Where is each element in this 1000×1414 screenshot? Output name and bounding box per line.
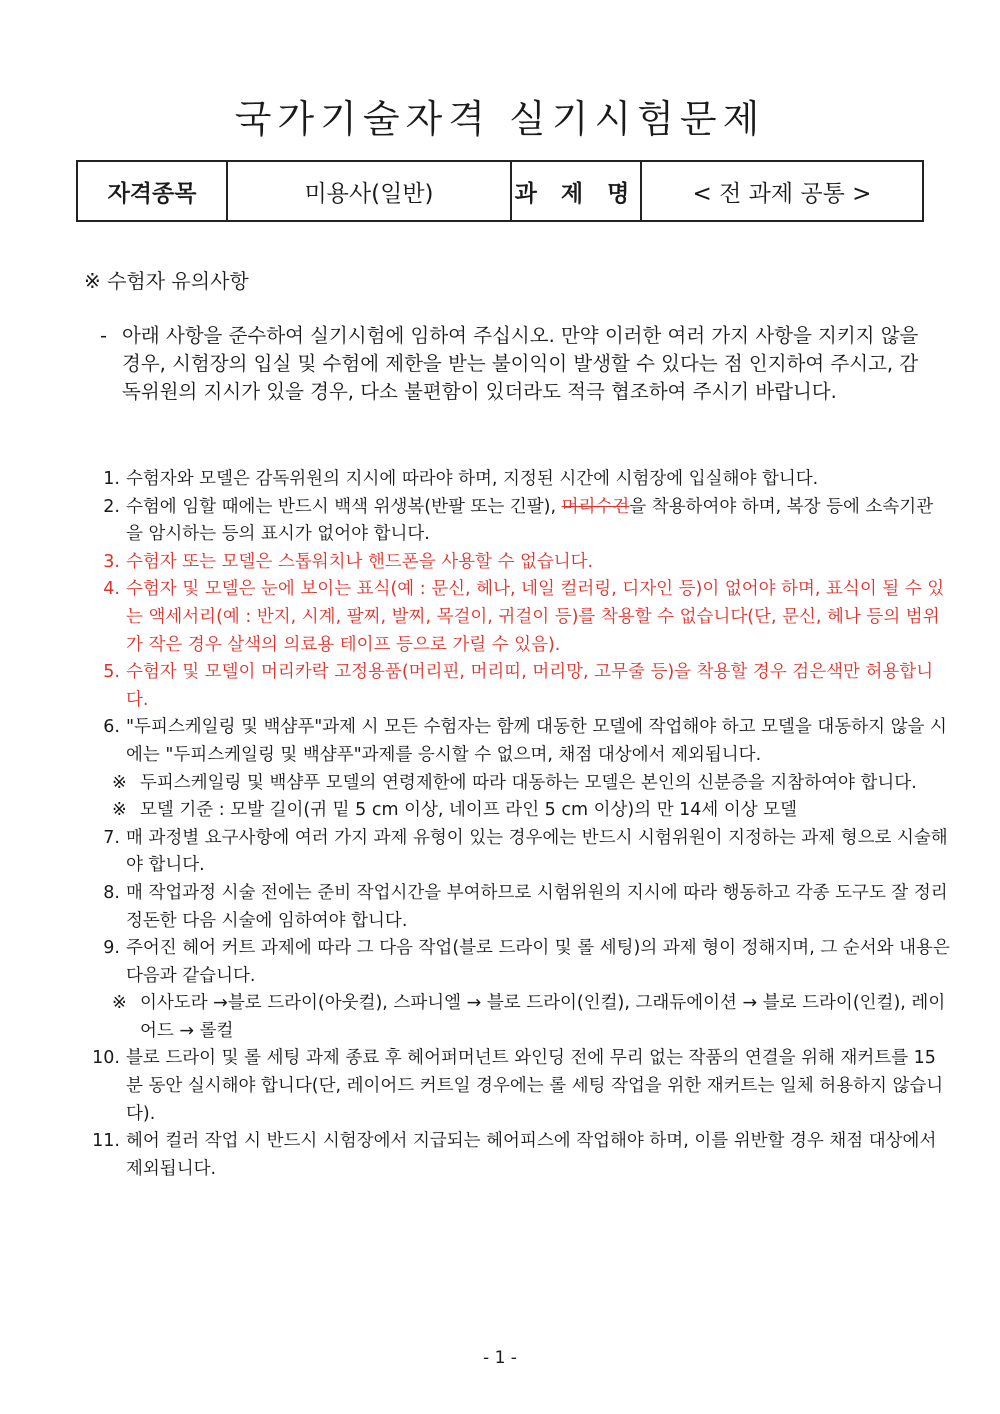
rule-6-note-1 [112,770,950,798]
rule-text: 매 과정별 요구사항에 여러 가지 과제 유형이 있는 경우에는 반드시 시험위원이 지정하는 과제 형으로 시술해야 합니다. [126,827,948,876]
rule-number: 3. [103,551,120,572]
rule-2 [80,494,950,549]
rule-text: 수험자 및 모델이 머리카락 고정용품(머리핀, 머리띠, 머리망, 고무줄 등)을 착용할 경우 검은색만 허용합니다. [126,662,934,710]
rule-number: 4. [103,579,120,600]
note-text: 모델 기준 : 모발 길이(귀 밑 5 cm 이상, 네이프 라인 5 cm 이상)의 만 14세 이상 모델 [140,800,798,821]
rule-text-part: 수험에 임할 때에는 반드시 백색 위생복(반팔 또는 긴팔), [126,496,562,517]
note-text: 이사도라 →블로 드라이(아웃컬), 스파니엘 → 블로 드라이(인컬), 그래듀에이션 → 블로 드라이(인컬), 레이어드 → 롤컬 [140,993,946,1041]
rule-number: 1. [103,469,120,489]
struck-text: 머리수건 [561,496,630,517]
note-mark: ※ [112,993,127,1014]
rule-9-note-1 [112,990,950,1045]
rule-text: 매 작업과정 시술 전에는 준비 작업시간을 부여하므로 시험위원의 지시에 따라 행동하고 각종 도구도 잘 정리 정돈한 다음 시술에 임하여야 합니다. [126,882,948,931]
task-label: 과 제 명 [511,161,641,221]
rule-text: 주어진 헤어 커트 과제에 따라 그 다음 작업(블로 드라이 및 롤 세팅)의 과제 형이 정해지며, 그 순서와 내용은 다음과 같습니다. [126,938,950,986]
note-mark: ※ [112,800,127,821]
rule-3 [80,549,950,577]
rule-11 [80,1128,950,1183]
rule-number: 9. [103,938,120,959]
notice-title: ※ 수험자 유의사항 [84,269,249,293]
rule-text: 블로 드라이 및 롤 세팅 과제 종료 후 헤어퍼머넌트 와인딩 전에 무리 없는 작품의 연결을 위해 재커트를 15분 동안 실시해야 합니다(단, 레이어드 커트일 경우에는 롤 세팅 작업을 위한 재커트는 일체 허용하지 않습니다). [126,1048,944,1124]
rule-9 [80,935,950,990]
rules-list [80,466,950,1183]
rule-number: 8. [103,882,120,903]
rule-text [126,494,950,549]
rule-number: 10. [92,1048,120,1069]
intro-text: 아래 사항을 준수하여 실기시험에 임하여 주십시오. 만약 이러한 여러 가지 사항을 지키지 않을 경우, 시험장의 입실 및 수험에 제한을 받는 불이익이 발생할 수 있다는 점 인지하여 주시고, 감독위원의 지시가 있을 경우, 다소 불편함이 있더라도 적극 협조하여 주시기 바랍니다. [122,324,919,403]
rule-text: 수험자와 모델은 감독위원의 지시에 따라야 하며, 지정된 시간에 시험장에 입실해야 합니다. [126,469,819,489]
rule-4 [80,576,950,659]
page-number: - 1 - [483,1348,517,1368]
note-text: 두피스케일링 및 백샴푸 모델의 연령제한에 따라 대동하는 모델은 본인의 신분증을 지참하여야 합니다. [140,772,917,793]
rule-number: 5. [103,662,120,683]
rule-number: 7. [103,827,120,848]
intro-dash: - [100,324,108,347]
field-label: 자격종목 [77,161,227,221]
rule-5 [80,659,950,714]
rule-number: 11. [92,1131,120,1152]
task-value: < 전 과제 공통 > [641,161,923,221]
rule-6 [80,714,950,769]
rule-text: "두피스케일링 및 백샴푸"과제 시 모든 수험자는 함께 대동한 모델에 작업해야 하고 모델을 대동하지 않을 시에는 "두피스케일링 및 백샴푸"과제를 응시할 수 없으며, 채점 대상에서 제외됩니다. [126,717,947,765]
rule-1 [80,466,950,494]
info-table [76,160,924,222]
rule-number: 2. [103,496,120,517]
rule-10 [80,1045,950,1128]
field-value: 미용사(일반) [227,161,511,221]
rule-7 [80,825,950,880]
rule-number: 6. [103,717,120,738]
rule-text-part: 을 착용하여야 하며, 복장 등에 소속기관을 암시하는 등의 표시가 없어야 합니다. [126,496,934,545]
rule-text: 수험자 및 모델은 눈에 보이는 표식(예 : 문신, 헤나, 네일 컬러링, 디자인 등)이 없어야 하며, 표식이 될 수 있는 액세서리(예 : 반지, 시계, 팔찌, 발찌, 목걸이, 귀걸이 등)를 착용할 수 없습니다(단, 문신, 헤나 등의 범위가 작은 경우 살색의 의료용 테이프 등으로 가릴 수 있음). [126,579,945,655]
rule-8 [80,880,950,935]
rule-text: 헤어 컬러 작업 시 반드시 시험장에서 지급되는 헤어피스에 작업해야 하며, 이를 위반할 경우 채점 대상에서 제외됩니다. [126,1131,937,1179]
rule-text: 수험자 또는 모델은 스톱워치나 핸드폰을 사용할 수 없습니다. [126,551,594,572]
intro-paragraph [100,322,930,406]
rule-6-note-2 [112,797,950,825]
note-mark: ※ [112,772,127,793]
document-title: 국가기술자격 실기시험문제 [234,97,766,141]
